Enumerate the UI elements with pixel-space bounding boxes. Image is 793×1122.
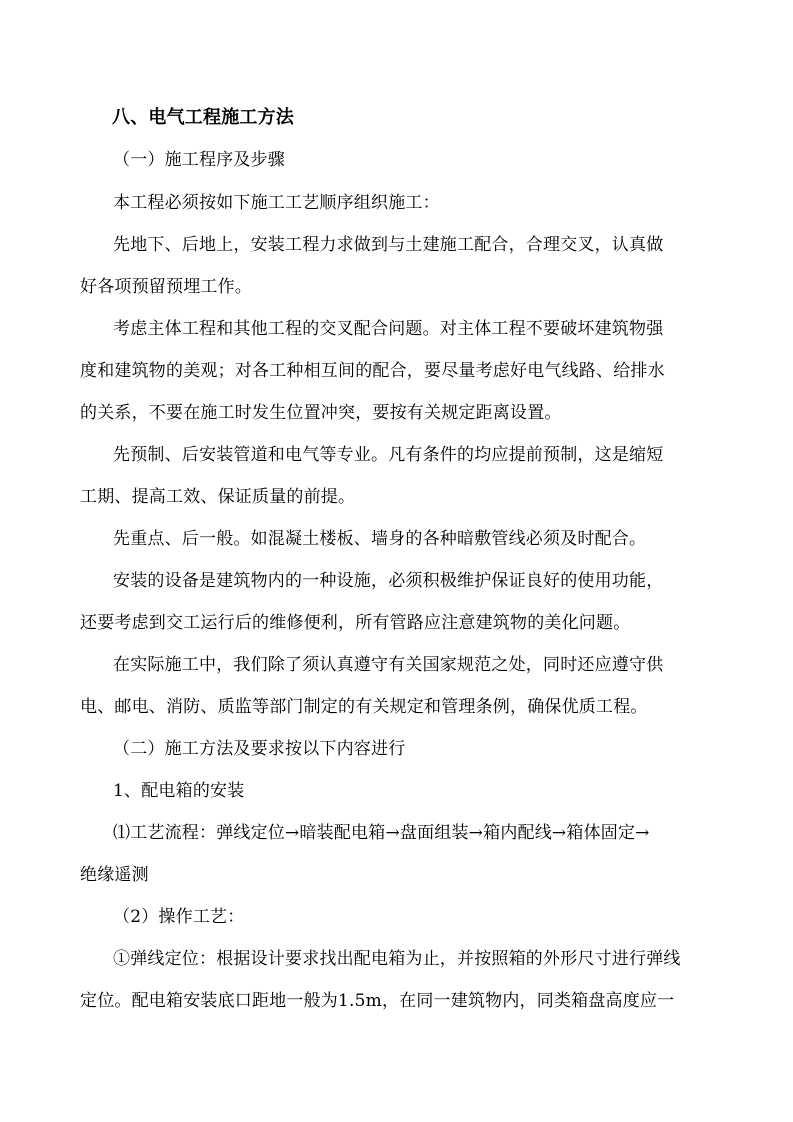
paragraph-line: 定位。配电箱安装底口距地一般为1.5m，在同一建筑物内，同类箱盘高度应一	[80, 991, 675, 1011]
item-title: （2）操作工艺：	[113, 907, 245, 927]
paragraph-line: 先地下、后地上，安装工程力求做到与土建施工配合，合理交叉，认真做	[113, 235, 664, 255]
section-heading: 八、电气工程施工方法	[112, 107, 294, 128]
paragraph-line: ⑴工艺流程：弹线定位→暗装配电箱→盘面组装→箱内配线→箱体固定→	[113, 823, 650, 843]
paragraph-line: 工期、提高工效、保证质量的前提。	[80, 487, 356, 507]
subsection-title: （一）施工程序及步骤	[113, 150, 285, 170]
paragraph-line: 安装的设备是建筑物内的一种设施，必须积极维护保证良好的使用功能，	[113, 571, 664, 591]
paragraph-line: 的关系，不要在施工时发生位置冲突，要按有关规定距离设置。	[80, 403, 562, 423]
paragraph-line: 度和建筑物的美观；对各工种相互间的配合，要尽量考虑好电气线路、给排水	[80, 361, 665, 381]
item-title: 1、配电箱的安装	[113, 781, 245, 801]
paragraph-line: 好各项预留预埋工作。	[80, 277, 252, 297]
paragraph-line: 绝缘遥测	[80, 865, 149, 885]
paragraph-line: ①弹线定位：根据设计要求找出配电箱为止，并按照箱的外形尺寸进行弹线	[113, 949, 681, 969]
subsection-title: （二）施工方法及要求按以下内容进行	[113, 739, 406, 759]
paragraph-line: 还要考虑到交工运行后的维修便利，所有管路应注意建筑物的美化问题。	[80, 613, 631, 633]
paragraph-line: 考虑主体工程和其他工程的交叉配合问题。对主体工程不要破坏建筑物强	[113, 319, 664, 339]
paragraph-line: 电、邮电、消防、质监等部门制定的有关规定和管理条例，确保优质工程。	[80, 697, 648, 717]
paragraph-line: 先预制、后安装管道和电气等专业。凡有条件的均应提前预制，这是缩短	[113, 445, 664, 465]
paragraph-line: 先重点、后一般。如混凝土楼板、墙身的各种暗敷管线必须及时配合。	[113, 529, 647, 549]
paragraph-line: 本工程必须按如下施工工艺顺序组织施工：	[113, 193, 440, 213]
paragraph-line: 在实际施工中，我们除了须认真遵守有关国家规范之处，同时还应遵守供	[113, 655, 664, 675]
